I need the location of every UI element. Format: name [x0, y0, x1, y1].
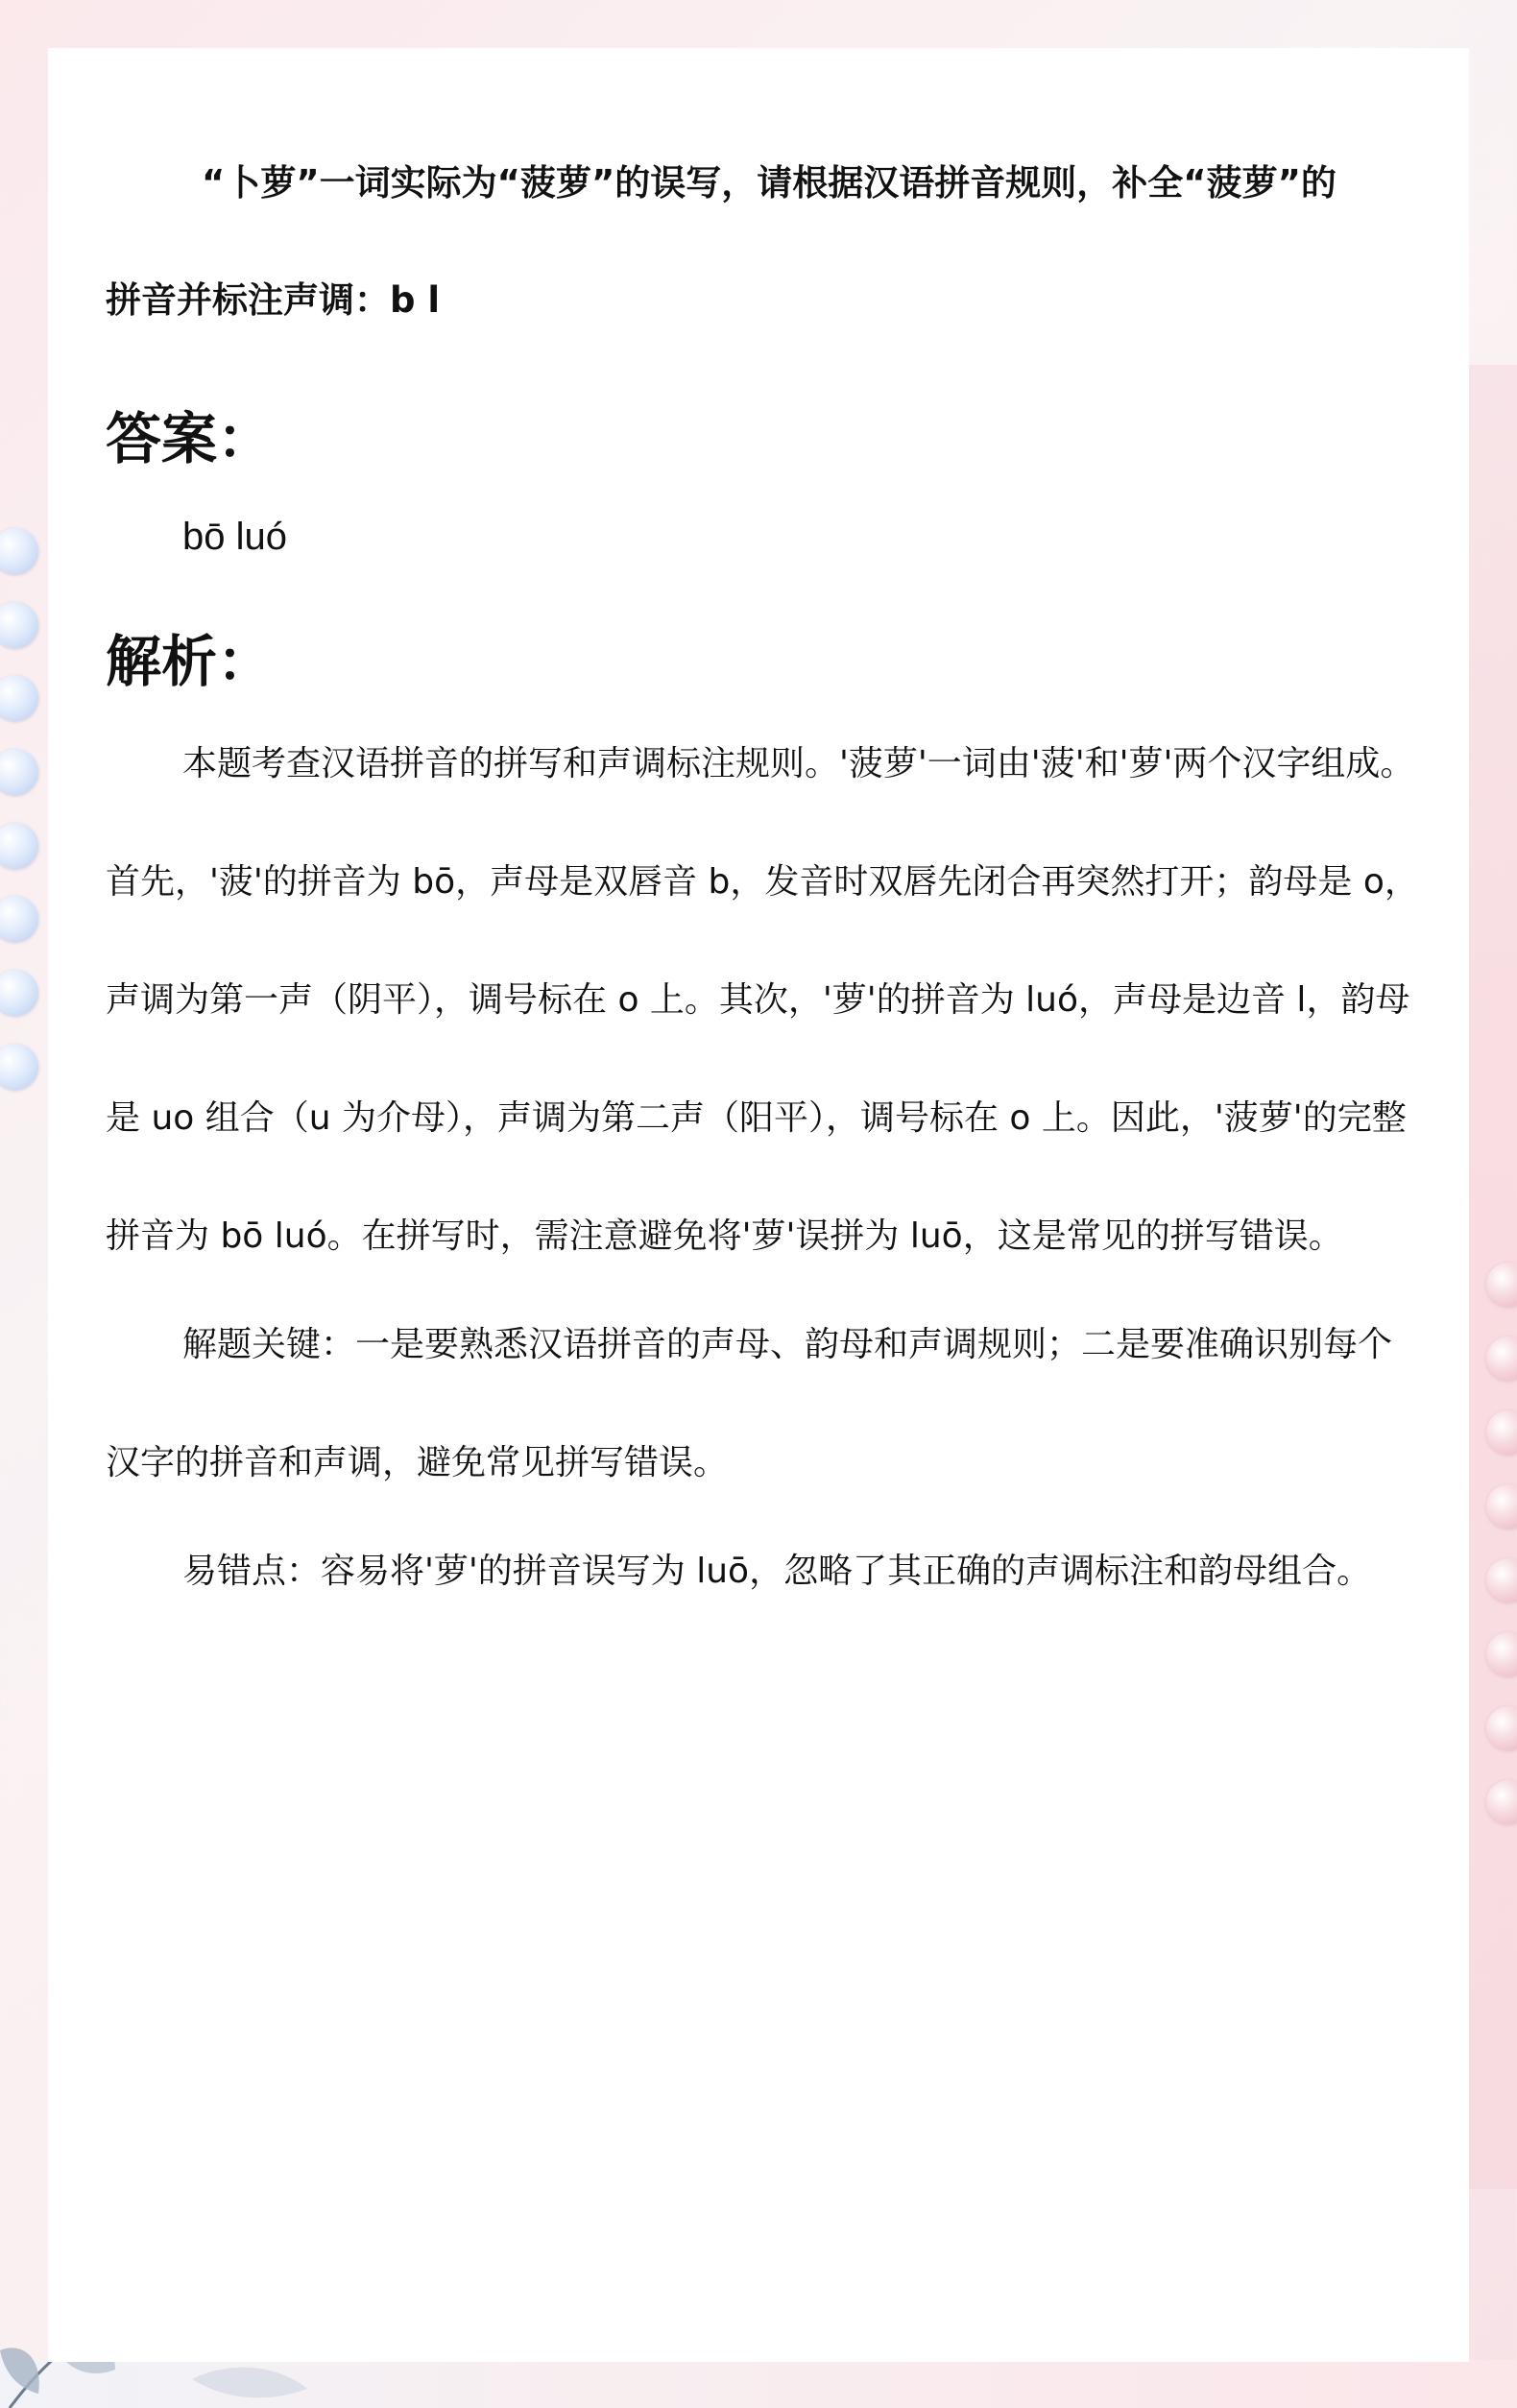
decorative-bead-icon — [0, 602, 38, 648]
decorative-bead-icon — [0, 970, 38, 1016]
common-mistakes-paragraph: 易错点：容易将'萝'的拼音误写为 luō，忽略了其正确的声调标注和韵母组合。 — [182, 1552, 1372, 1591]
decorative-bead-icon — [0, 896, 38, 942]
decorative-bead-icon — [0, 823, 38, 869]
answer-heading: 答案： — [106, 406, 274, 471]
decorative-bead-icon — [0, 675, 38, 721]
analysis-paragraph: 本题考查汉语拼音的拼写和声调标注规则。'菠萝'一词由'菠'和'萝'两个汉字组成。首先，'菠'的拼音为 bō，声母是双唇音 b，发音时双唇先闭合再突然打开；韵母是 o，声调为第一声（阴平），调号标在 o 上。其次，'萝'的拼音为 luó，声母是边音 l，韵母是 uo 组合（u 为介母），声调为第二声（阳平），调号标在 o 上。因此，'菠萝'的完整拼音为 bō luó。在拼写时，需注意避免将'萝'误拼为 luō，这是常见的拼写错误。 — [106, 744, 1419, 1256]
decorative-bead-icon — [0, 1044, 38, 1090]
question-text: “卜萝”一词实际为“菠萝”的误写，请根据汉语拼音规则，补全“菠萝”的拼音并标注声调：b l — [106, 162, 1336, 321]
analysis-heading: 解析： — [106, 629, 274, 694]
key-points-paragraph: 解题关键：一是要熟悉汉语拼音的声母、韵母和声调规则；二是要准确识别每个汉字的拼音和声调，避免常见拼写错误。 — [106, 1325, 1393, 1482]
decorative-bead-icon — [0, 749, 38, 795]
decorative-bead-icon — [0, 528, 38, 574]
answer-text: bō luó — [182, 516, 287, 558]
document-content — [106, 125, 1421, 1630]
